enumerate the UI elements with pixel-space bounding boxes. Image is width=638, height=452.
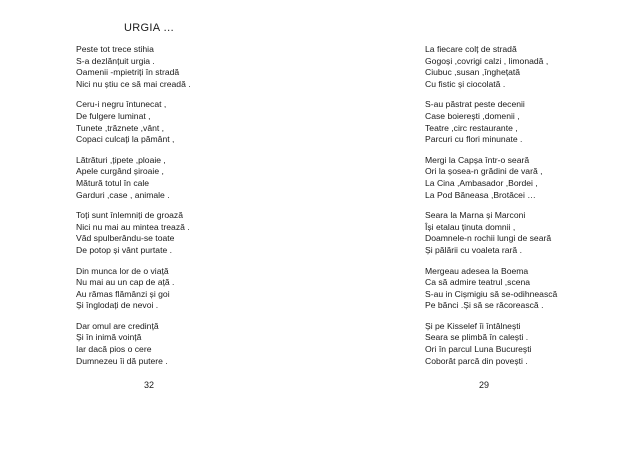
- stanza: [76, 321, 191, 367]
- verse-line: Seara se plimbă în calești .: [425, 332, 529, 343]
- verse-line: Iar dacă pios o cere: [76, 344, 152, 355]
- verse-line: Ori la șosea-n grădini de vară ,: [425, 166, 543, 177]
- verse-line: Dar omul are credință: [76, 320, 159, 331]
- verse-line: Ceru-i negru întunecat ,: [76, 99, 167, 110]
- verse-line: Parcuri cu flori minunate .: [425, 134, 523, 145]
- page-number: 29: [479, 380, 490, 390]
- verse-line: Garduri ,case , animale .: [76, 189, 170, 200]
- verse-line: Dumnezeu îi dă putere .: [76, 355, 168, 366]
- verse-line: Nici nu mai au mintea trează .: [76, 221, 190, 232]
- right-stanzas: [425, 44, 557, 376]
- verse-line: S-a dezlănțuit urgia .: [76, 55, 155, 66]
- verse-line: Și în inimă voință: [76, 332, 142, 343]
- stanza: [425, 321, 557, 367]
- verse-line: Văd spulberându-se toate: [76, 233, 175, 244]
- stanza: [425, 210, 557, 256]
- verse-line: Case boierești ,domenii ,: [425, 110, 520, 121]
- verse-line: Și pe Kisselef îi întâlnești: [425, 320, 521, 331]
- stanza: [76, 99, 191, 145]
- verse-line: Mergi la Capșa într-o seară: [425, 154, 530, 165]
- verse-line: De fulgere luminat ,: [76, 110, 151, 121]
- stanza: [76, 266, 191, 312]
- verse-line: La Pod Băneasa ,Brotăcei …: [425, 189, 536, 200]
- stanza: [425, 44, 557, 90]
- verse-line: Peste tot trece stihia: [76, 44, 154, 54]
- verse-line: S-au păstrat peste decenii: [425, 99, 525, 110]
- verse-line: Din munca lor de o viață: [76, 265, 169, 276]
- verse-line: De potop și vânt purtate .: [76, 244, 173, 255]
- verse-line: Ca să admire teatrul ,scena: [425, 277, 531, 288]
- verse-line: Seara la Marna și Marconi: [425, 210, 526, 221]
- stanza: [425, 99, 557, 145]
- verse-line: Ciubuc ,susan ,înghețată: [425, 67, 521, 78]
- page-number: 32: [144, 380, 155, 390]
- verse-line: Își etalau ținuta domnii ,: [425, 221, 516, 232]
- stanza: [76, 210, 191, 256]
- verse-line: Toți sunt înlemniți de groază: [76, 210, 184, 221]
- verse-line: La fiecare colț de stradă: [425, 44, 517, 54]
- verse-line: Tunete ,trăznete ,vânt ,: [76, 122, 165, 133]
- left-stanzas: [76, 44, 191, 376]
- verse-line: Gogoși ,covrigi calzi , limonadă ,: [425, 55, 549, 66]
- verse-line: Teatre ,circ restaurante ,: [425, 122, 518, 133]
- verse-line: Apele curgând șiroaie ,: [76, 166, 164, 177]
- verse-line: Oamenii -mpietriți în stradă: [76, 67, 180, 78]
- verse-line: Cu fistic și ciocolată .: [425, 78, 506, 89]
- verse-line: S-au in Cișmigiu să se-odihnească: [425, 288, 558, 299]
- verse-line: Pe bănci .Și să se răcorească .: [425, 300, 544, 311]
- verse-line: Mătură totul în cale: [76, 177, 150, 188]
- verse-line: Coborât parcă din povești .: [425, 355, 528, 366]
- verse-line: Lătrături ,țipete ,ploaie ,: [76, 154, 166, 165]
- stanza: [425, 266, 557, 312]
- stanza: [76, 155, 191, 201]
- stanza: [425, 155, 557, 201]
- verse-line: Au rămas flămânzi și goi: [76, 288, 170, 299]
- verse-line: Și înglodați de nevoi .: [76, 300, 159, 311]
- verse-line: Mergeau adesea la Boema: [425, 265, 529, 276]
- verse-line: Și pălării cu voaleta rară .: [425, 244, 522, 255]
- verse-line: La Cina ,Ambasador ,Bordei ,: [425, 177, 538, 188]
- stanza: [76, 44, 191, 90]
- poem-title: URGIA …: [124, 22, 175, 34]
- verse-line: Copaci culcați la pământ ,: [76, 134, 175, 145]
- verse-line: Nici nu știu ce să mai creadă .: [76, 78, 191, 89]
- verse-line: Ori în parcul Luna Bucureşti: [425, 344, 532, 355]
- verse-line: Nu mai au un cap de ață .: [76, 277, 175, 288]
- right-page: [319, 0, 638, 452]
- verse-line: Doamnele-n rochii lungi de seară: [425, 233, 552, 244]
